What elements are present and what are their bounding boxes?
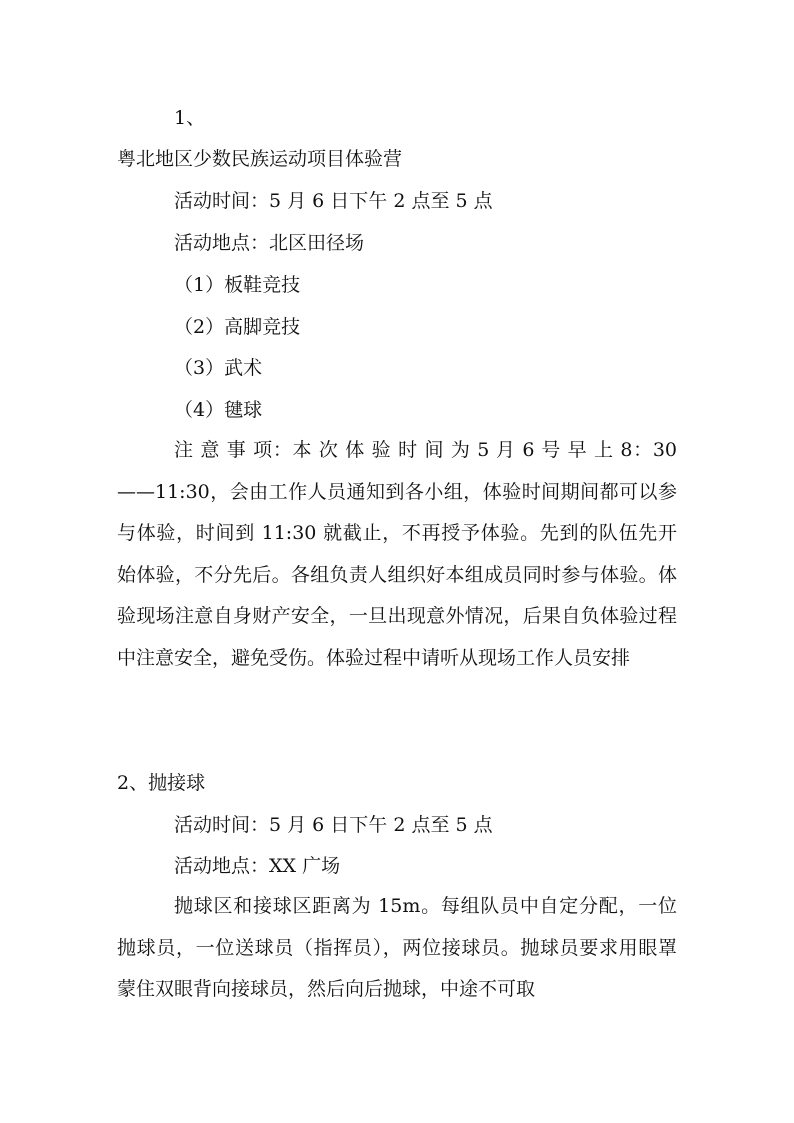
section-1-time: 活动时间：5 月 6 日下午 2 点至 5 点 (174, 190, 493, 212)
section-1-item-2: （2）高脚竞技 (174, 316, 301, 338)
section-2-title: 2、抛接球 (117, 772, 206, 794)
section-1-place: 活动地点：北区田径场 (174, 232, 365, 254)
section-1-item-4: （4）毽球 (174, 399, 263, 421)
section-2-time: 活动时间：5 月 6 日下午 2 点至 5 点 (174, 814, 493, 836)
section-2-place: 活动地点：XX 广场 (174, 855, 341, 877)
section-1-number: 1、 (174, 107, 206, 129)
section-1-notice-paragraph: 注 意 事 项：本 次 体 验 时 间 为 5 月 6 号 早 上 8：30——11:30，会由工作人员通知到各小组，体验时间期间都可以参与体验，时间到 11:30 就截止，不再授予体验。先到的队伍先开始体验，不分先后。各组负责人组织好本组成员同时参与体验。体验现场注意自身财产安全，一旦出现意外情况，后果自负体验过程中注意安全，避免受伤。体验过程中请听从现场工作人员安排 (117, 439, 677, 669)
section-2-rules-paragraph: 抛球区和接球区距离为 15m。每组队员中自定分配，一位抛球员，一位送球员（指挥员），两位接球员。抛球员要求用眼罩蒙住双眼背向接球员，然后向后抛球，中途不可取 (117, 895, 677, 1000)
section-1-title: 粤北地区少数民族运动项目体验营 (117, 148, 403, 170)
section-1-item-1: （1）板鞋竞技 (174, 274, 301, 296)
section-1-item-3: （3）武术 (174, 357, 263, 379)
